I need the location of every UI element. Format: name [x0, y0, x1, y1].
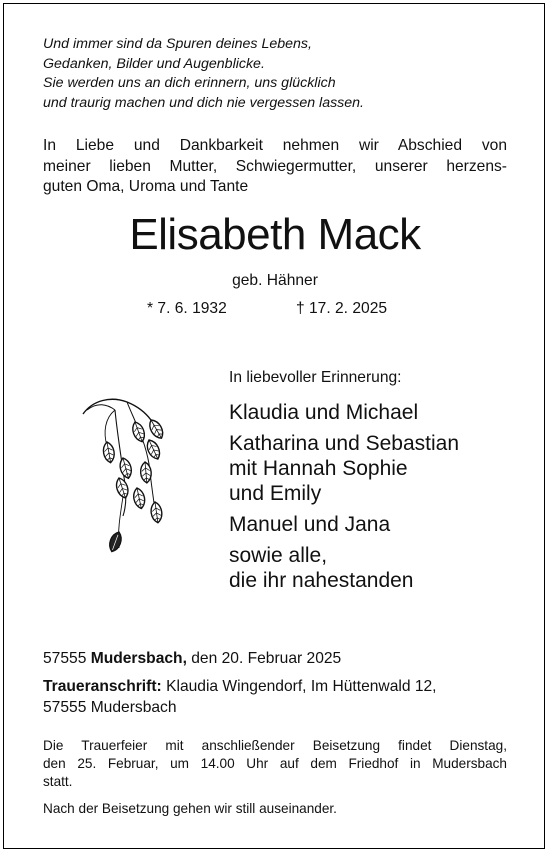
funeral-line: den 25. Februar, um 14.00 Uhr auf dem Friedhof in Mudersbach [43, 756, 507, 772]
mourner-line: Klaudia und Michael [229, 401, 419, 424]
mourner-group [229, 431, 459, 506]
intro-text [43, 136, 507, 198]
poem-line: Gedanken, Bilder und Augenblicke. [43, 55, 265, 72]
mourner-line: Katharina und Sebastian [229, 432, 460, 455]
deceased-name: Elisabeth Mack [129, 210, 421, 259]
mourner-group [229, 512, 459, 537]
funeral-line: Die Trauerfeier mit anschließender Beisetzung findet Dienstag, [43, 738, 507, 753]
mourner-line: Manuel und Jana [229, 513, 391, 536]
after-burial-note: Nach der Beisetzung gehen wir still auseinander. [43, 801, 337, 816]
address-line-1: Klaudia Wingendorf, Im Hüttenwald 12, [166, 678, 437, 695]
mourner-line: und Emily [229, 482, 322, 505]
place-date [43, 649, 341, 669]
poem [43, 35, 513, 113]
address-label: Traueranschrift: [43, 678, 162, 695]
poem-line: und traurig machen und dich nie vergessen lassen. [43, 94, 364, 111]
intro-line: In Liebe und Dankbarkeit nehmen wir Abschied von [43, 137, 507, 154]
mourner-group [229, 543, 459, 593]
mourning-address [43, 676, 437, 718]
intro-line: meiner lieben Mutter, Schwiegermutter, unserer herzens- [43, 157, 507, 175]
maiden-name: geb. Hähner [232, 272, 318, 289]
memory-label: In liebevoller Erinnerung: [229, 369, 402, 386]
zip-code: 57555 [43, 650, 87, 667]
funeral-info [43, 737, 507, 792]
mourners-list [229, 400, 459, 599]
birch-branch-icon [75, 392, 185, 572]
mourner-line: die ihr nahestanden [229, 569, 414, 592]
poem-line: Und immer sind da Spuren deines Lebens, [43, 36, 312, 52]
funeral-line: statt. [43, 774, 73, 790]
death-date: † 17. 2. 2025 [296, 300, 388, 317]
intro-line: guten Oma, Uroma und Tante [43, 178, 249, 196]
address-line-2: 57555 Mudersbach [43, 699, 177, 716]
poem-line: Sie werden uns an dich erinnern, uns glücklich [43, 75, 336, 91]
mourner-line: sowie alle, [229, 544, 328, 567]
birth-date: * 7. 6. 1932 [147, 300, 227, 317]
mourner-line: mit Hannah Sophie [229, 457, 408, 480]
notice-date: den 20. Februar 2025 [191, 650, 342, 667]
town-name: Mudersbach, [90, 650, 187, 667]
mourner-group [229, 400, 459, 425]
